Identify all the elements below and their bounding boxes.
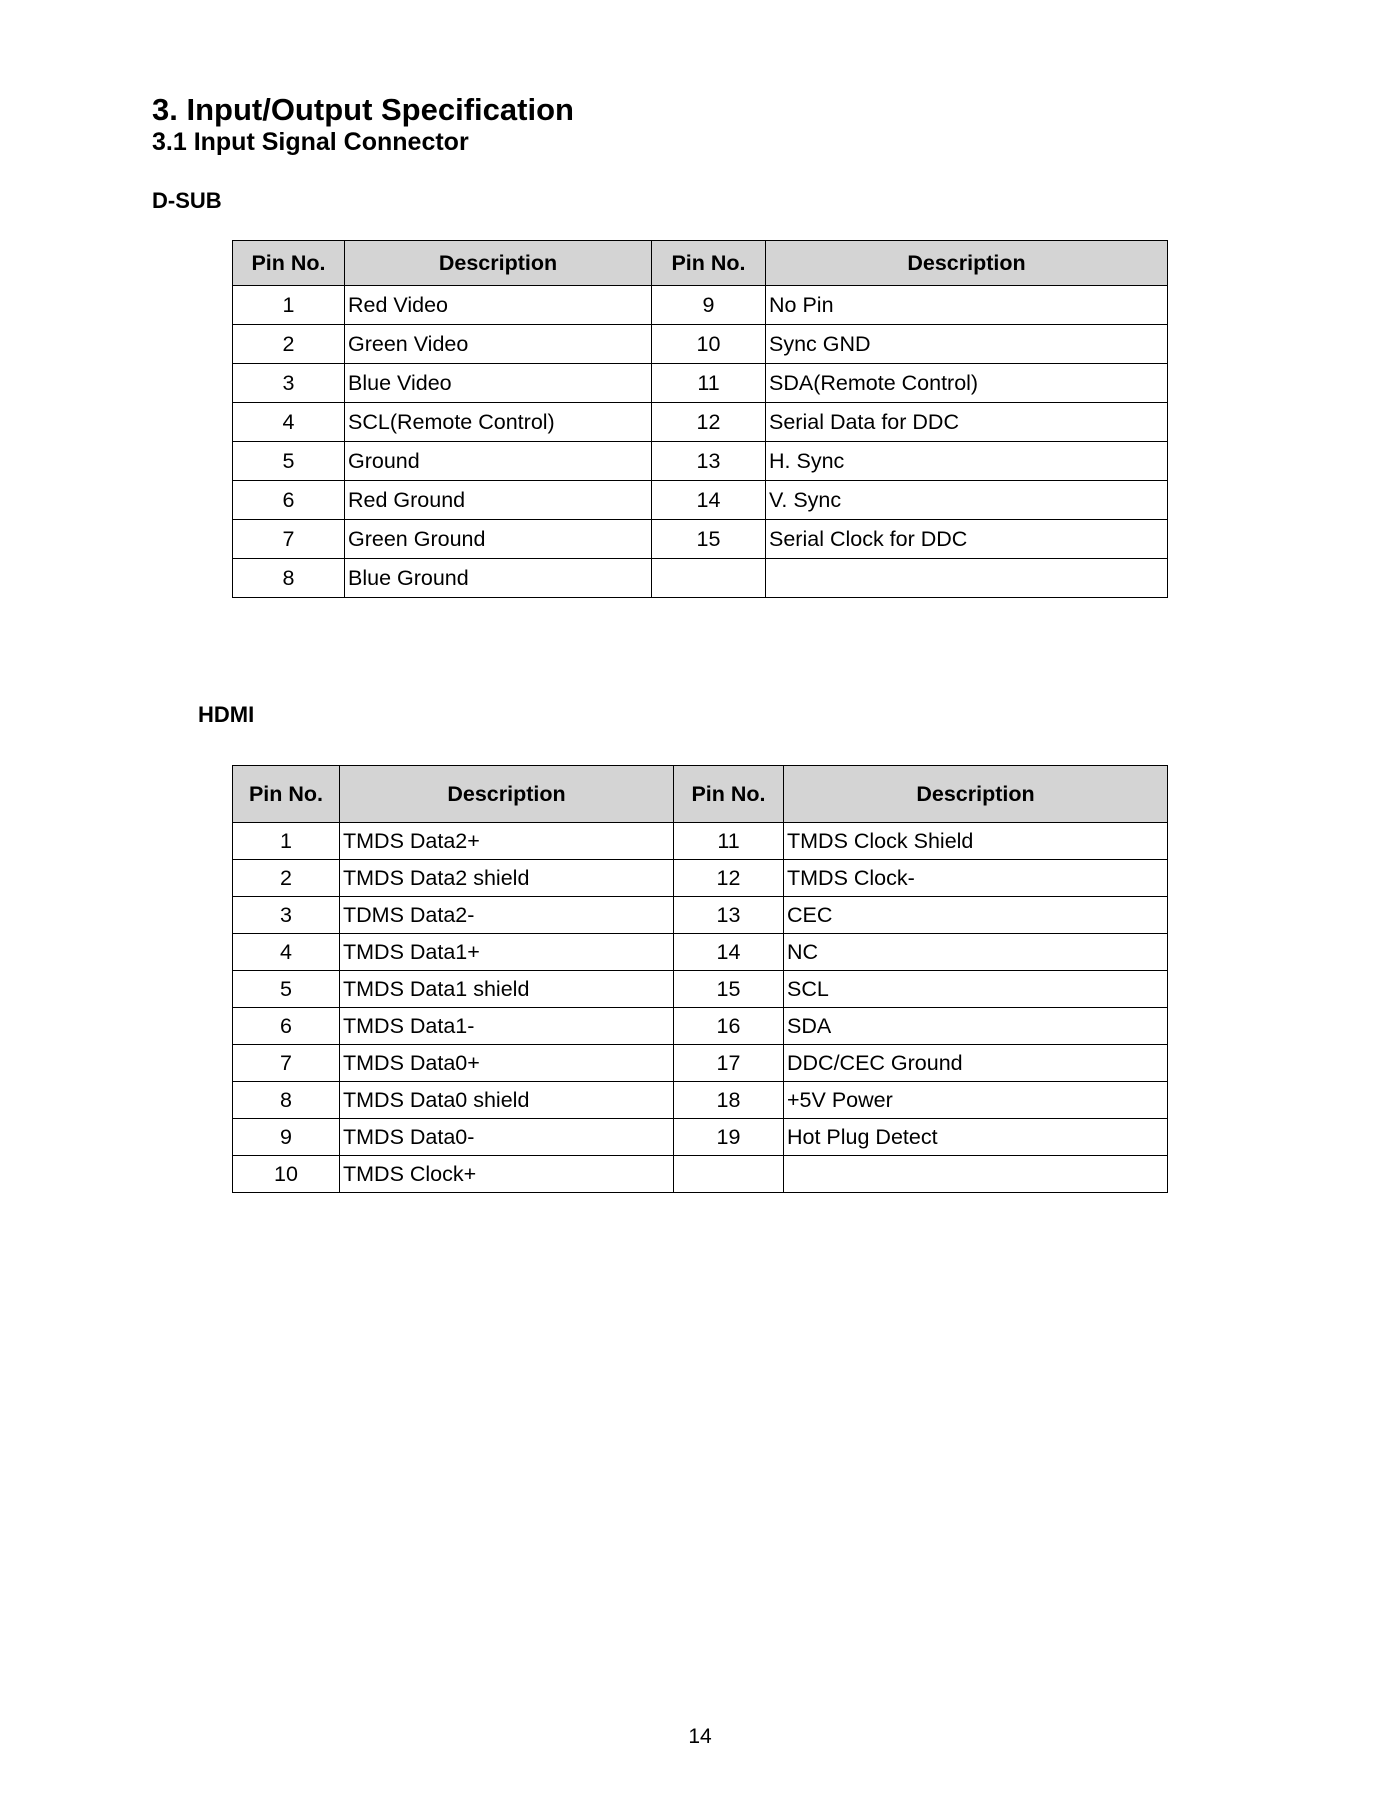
pin-number-cell: 11	[652, 364, 766, 403]
dsub-section-label: D-SUB	[152, 188, 222, 213]
pin-number-cell: 8	[233, 1082, 340, 1119]
pin-number-cell: 9	[652, 286, 766, 325]
table-row	[233, 934, 1168, 971]
pin-number-cell: 7	[233, 520, 345, 559]
table-row	[233, 971, 1168, 1008]
pin-number-cell: 5	[233, 442, 345, 481]
pin-description-cell: SCL(Remote Control)	[345, 403, 652, 442]
pin-number-cell: 14	[674, 934, 784, 971]
pin-number-cell: 3	[233, 364, 345, 403]
page-number: 14	[688, 1725, 712, 1748]
column-header-pin-no: Pin No.	[233, 241, 345, 286]
pin-description-cell	[784, 1156, 1168, 1193]
pin-description-cell: TMDS Data0-	[340, 1119, 674, 1156]
pin-number-cell: 7	[233, 1045, 340, 1082]
column-header-pin-no: Pin No.	[233, 766, 340, 823]
pin-description-cell: TMDS Data2+	[340, 823, 674, 860]
pin-description-cell: SCL	[784, 971, 1168, 1008]
pin-description-cell: Ground	[345, 442, 652, 481]
pin-number-cell: 17	[674, 1045, 784, 1082]
table-row	[233, 520, 1168, 559]
pin-number-cell: 13	[674, 897, 784, 934]
pin-description-cell: Red Ground	[345, 481, 652, 520]
table-row	[233, 325, 1168, 364]
column-header-description: Description	[766, 241, 1168, 286]
hdmi-section-label: HDMI	[198, 702, 255, 727]
pin-description-cell: +5V Power	[784, 1082, 1168, 1119]
table-row	[233, 403, 1168, 442]
pin-description-cell: Blue Video	[345, 364, 652, 403]
pin-description-cell: SDA	[784, 1008, 1168, 1045]
pin-description-cell: TMDS Data2 shield	[340, 860, 674, 897]
pin-description-cell: TMDS Clock+	[340, 1156, 674, 1193]
pin-number-cell: 13	[652, 442, 766, 481]
pin-description-cell: H. Sync	[766, 442, 1168, 481]
pin-description-cell: TMDS Data0+	[340, 1045, 674, 1082]
pin-description-cell: Green Video	[345, 325, 652, 364]
table-row	[233, 481, 1168, 520]
table-row	[233, 442, 1168, 481]
dsub-pin-table	[232, 240, 1168, 598]
pin-number-cell: 1	[233, 823, 340, 860]
pin-number-cell: 5	[233, 971, 340, 1008]
table-row	[233, 1082, 1168, 1119]
pin-description-cell: No Pin	[766, 286, 1168, 325]
pin-description-cell: TMDS Data1 shield	[340, 971, 674, 1008]
table-header-row	[233, 766, 1168, 823]
pin-description-cell: TMDS Data0 shield	[340, 1082, 674, 1119]
pin-description-cell: Green Ground	[345, 520, 652, 559]
hdmi-pin-table	[232, 765, 1168, 1193]
pin-number-cell: 6	[233, 481, 345, 520]
pin-description-cell: Serial Data for DDC	[766, 403, 1168, 442]
pin-number-cell: 12	[652, 403, 766, 442]
pin-number-cell: 10	[233, 1156, 340, 1193]
subsection-title: 3.1 Input Signal Connector	[152, 128, 469, 156]
pin-number-cell	[652, 559, 766, 598]
pin-number-cell: 19	[674, 1119, 784, 1156]
table-row	[233, 1008, 1168, 1045]
column-header-pin-no: Pin No.	[674, 766, 784, 823]
pin-number-cell	[674, 1156, 784, 1193]
table-row	[233, 1156, 1168, 1193]
pin-description-cell: V. Sync	[766, 481, 1168, 520]
pin-description-cell: Serial Clock for DDC	[766, 520, 1168, 559]
table-row	[233, 860, 1168, 897]
pin-description-cell: DDC/CEC Ground	[784, 1045, 1168, 1082]
pin-description-cell: TMDS Data1+	[340, 934, 674, 971]
table-row	[233, 559, 1168, 598]
pin-description-cell: Red Video	[345, 286, 652, 325]
page-title: 3. Input/Output Specification	[152, 92, 574, 127]
pin-number-cell: 4	[233, 403, 345, 442]
pin-description-cell: Hot Plug Detect	[784, 1119, 1168, 1156]
pin-description-cell	[766, 559, 1168, 598]
column-header-description: Description	[340, 766, 674, 823]
column-header-description: Description	[345, 241, 652, 286]
pin-description-cell: TDMS Data2-	[340, 897, 674, 934]
pin-description-cell: NC	[784, 934, 1168, 971]
pin-number-cell: 18	[674, 1082, 784, 1119]
table-header-row	[233, 241, 1168, 286]
pin-number-cell: 12	[674, 860, 784, 897]
pin-number-cell: 8	[233, 559, 345, 598]
pin-description-cell: TMDS Clock-	[784, 860, 1168, 897]
table-row	[233, 1119, 1168, 1156]
pin-description-cell: TMDS Clock Shield	[784, 823, 1168, 860]
pin-number-cell: 10	[652, 325, 766, 364]
pin-description-cell: Blue Ground	[345, 559, 652, 598]
column-header-description: Description	[784, 766, 1168, 823]
table-row	[233, 364, 1168, 403]
pin-number-cell: 14	[652, 481, 766, 520]
column-header-pin-no: Pin No.	[652, 241, 766, 286]
pin-number-cell: 3	[233, 897, 340, 934]
pin-number-cell: 1	[233, 286, 345, 325]
table-row	[233, 823, 1168, 860]
pin-description-cell: Sync GND	[766, 325, 1168, 364]
pin-number-cell: 9	[233, 1119, 340, 1156]
pin-number-cell: 11	[674, 823, 784, 860]
pin-description-cell: TMDS Data1-	[340, 1008, 674, 1045]
table-row	[233, 286, 1168, 325]
pin-description-cell: CEC	[784, 897, 1168, 934]
pin-number-cell: 4	[233, 934, 340, 971]
pin-number-cell: 2	[233, 860, 340, 897]
table-row	[233, 897, 1168, 934]
pin-number-cell: 6	[233, 1008, 340, 1045]
pin-description-cell: SDA(Remote Control)	[766, 364, 1168, 403]
pin-number-cell: 15	[652, 520, 766, 559]
pin-number-cell: 15	[674, 971, 784, 1008]
pin-number-cell: 2	[233, 325, 345, 364]
pin-number-cell: 16	[674, 1008, 784, 1045]
table-row	[233, 1045, 1168, 1082]
